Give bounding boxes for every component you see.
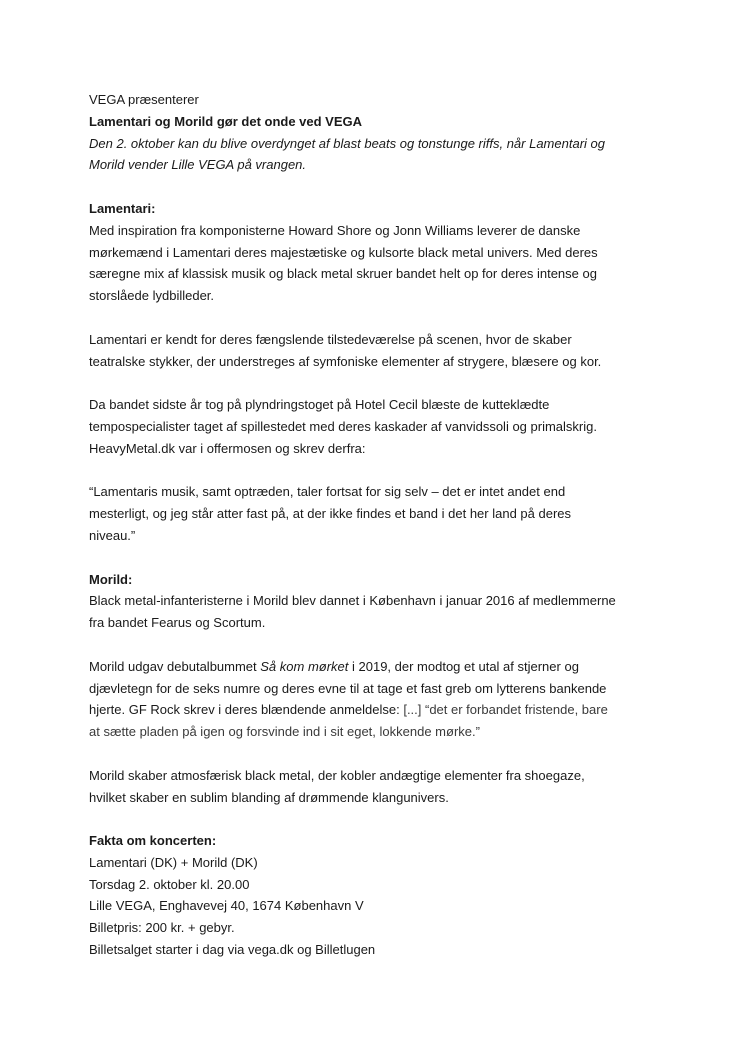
paragraph-line: Lamentari er kendt for deres fængslende tilstedeværelse på scenen, hvor de skaber bbox=[89, 331, 572, 347]
lamentari-heading: Lamentari: bbox=[89, 200, 156, 216]
paragraph-line: Black metal-infanteristerne i Morild blev dannet i København i januar 2016 af medlemmerne bbox=[89, 593, 616, 609]
lamentari-paragraph-1 bbox=[89, 220, 706, 307]
paragraph-line: fra bandet Fearus og Scortum. bbox=[89, 615, 266, 631]
paragraph-line: Da bandet sidste år tog på plyndringstoget på Hotel Cecil blæste de kutteklædte bbox=[89, 397, 550, 413]
headline: Lamentari og Morild gør det onde ved VEGA bbox=[89, 113, 363, 129]
facts-list bbox=[89, 852, 706, 961]
text-run: hjerte. GF Rock skrev i deres blændende anmeldelse: bbox=[89, 702, 404, 718]
paragraph-line bbox=[89, 699, 706, 721]
paragraph-line: hvilket skaber en sublim blanding af drømmende klangunivers. bbox=[89, 789, 449, 805]
text-run: Morild udgav debutalbummet bbox=[89, 658, 261, 674]
paragraph-line: Med inspiration fra komponisterne Howard Shore og Jonn Williams leverer de danske bbox=[89, 222, 581, 238]
review-quote: [...] “det er forbandet fristende, bare bbox=[403, 702, 608, 718]
paragraph-line: teatralske stykker, der understreges af symfoniske elementer af strygere, blæsere og kor. bbox=[89, 353, 602, 369]
lead-line: Morild vender Lille VEGA på vrangen. bbox=[89, 157, 307, 173]
lamentari-paragraph-2 bbox=[89, 329, 706, 373]
lamentari-quote bbox=[89, 481, 706, 546]
lamentari-paragraph-3 bbox=[89, 394, 706, 459]
paragraph-line: HeavyMetal.dk var i offermosen og skrev derfra: bbox=[89, 440, 366, 456]
facts-heading: Fakta om koncerten: bbox=[89, 833, 217, 849]
quote-line: “Lamentaris musik, samt optræden, taler fortsat for sig selv – det er intet andet end bbox=[89, 484, 566, 500]
quote-line: niveau.” bbox=[89, 527, 136, 543]
review-quote-line: at sætte pladen på igen og forsvinde ind i sit eget, lokkende mørke.” bbox=[89, 724, 480, 740]
morild-paragraph-2 bbox=[89, 656, 706, 743]
fact-line: Billetpris: 200 kr. + gebyr. bbox=[89, 920, 235, 936]
fact-line: Torsdag 2. oktober kl. 20.00 bbox=[89, 876, 250, 892]
paragraph-line: storslåede lydbilleder. bbox=[89, 288, 215, 304]
paragraph-line: mørkemænd i Lamentari deres majestætiske og kulsorte black metal univers. Med deres bbox=[89, 244, 598, 260]
presenter-line: VEGA præsenterer bbox=[89, 92, 199, 107]
paragraph-line: særegne mix af klassisk musik og black metal skruer bandet helt op for deres intense og bbox=[89, 266, 597, 282]
lead-line: Den 2. oktober kan du blive overdynget af blast beats og tonstunge riffs, når Lamentari og bbox=[89, 135, 605, 151]
morild-heading: Morild: bbox=[89, 571, 133, 587]
text-run: i 2019, der modtog et utal af stjerner og bbox=[348, 658, 579, 674]
paragraph-line: djævletegn for de seks numre og deres evne til at tage et fast greb om lytterens bankende bbox=[89, 680, 607, 696]
paragraph-line: Morild skaber atmosfærisk black metal, der kobler andægtige elementer fra shoegaze, bbox=[89, 767, 585, 783]
morild-paragraph-3 bbox=[89, 765, 706, 809]
album-title: Så kom mørket bbox=[260, 658, 349, 674]
lead-paragraph bbox=[89, 133, 706, 177]
quote-line: mesterligt, og jeg står atter fast på, at der ikke findes et band i det her land på deres bbox=[89, 506, 571, 522]
fact-line: Billetsalget starter i dag via vega.dk og Billetlugen bbox=[89, 942, 376, 958]
fact-line: Lamentari (DK) + Morild (DK) bbox=[89, 854, 258, 870]
paragraph-line bbox=[89, 656, 706, 678]
paragraph-line: tempospecialister taget af spillestedet med deres kaskader af vanvidssoli og primalskrig. bbox=[89, 418, 597, 434]
fact-line: Lille VEGA, Enghavevej 40, 1674 København V bbox=[89, 898, 364, 914]
morild-paragraph-1 bbox=[89, 590, 706, 634]
